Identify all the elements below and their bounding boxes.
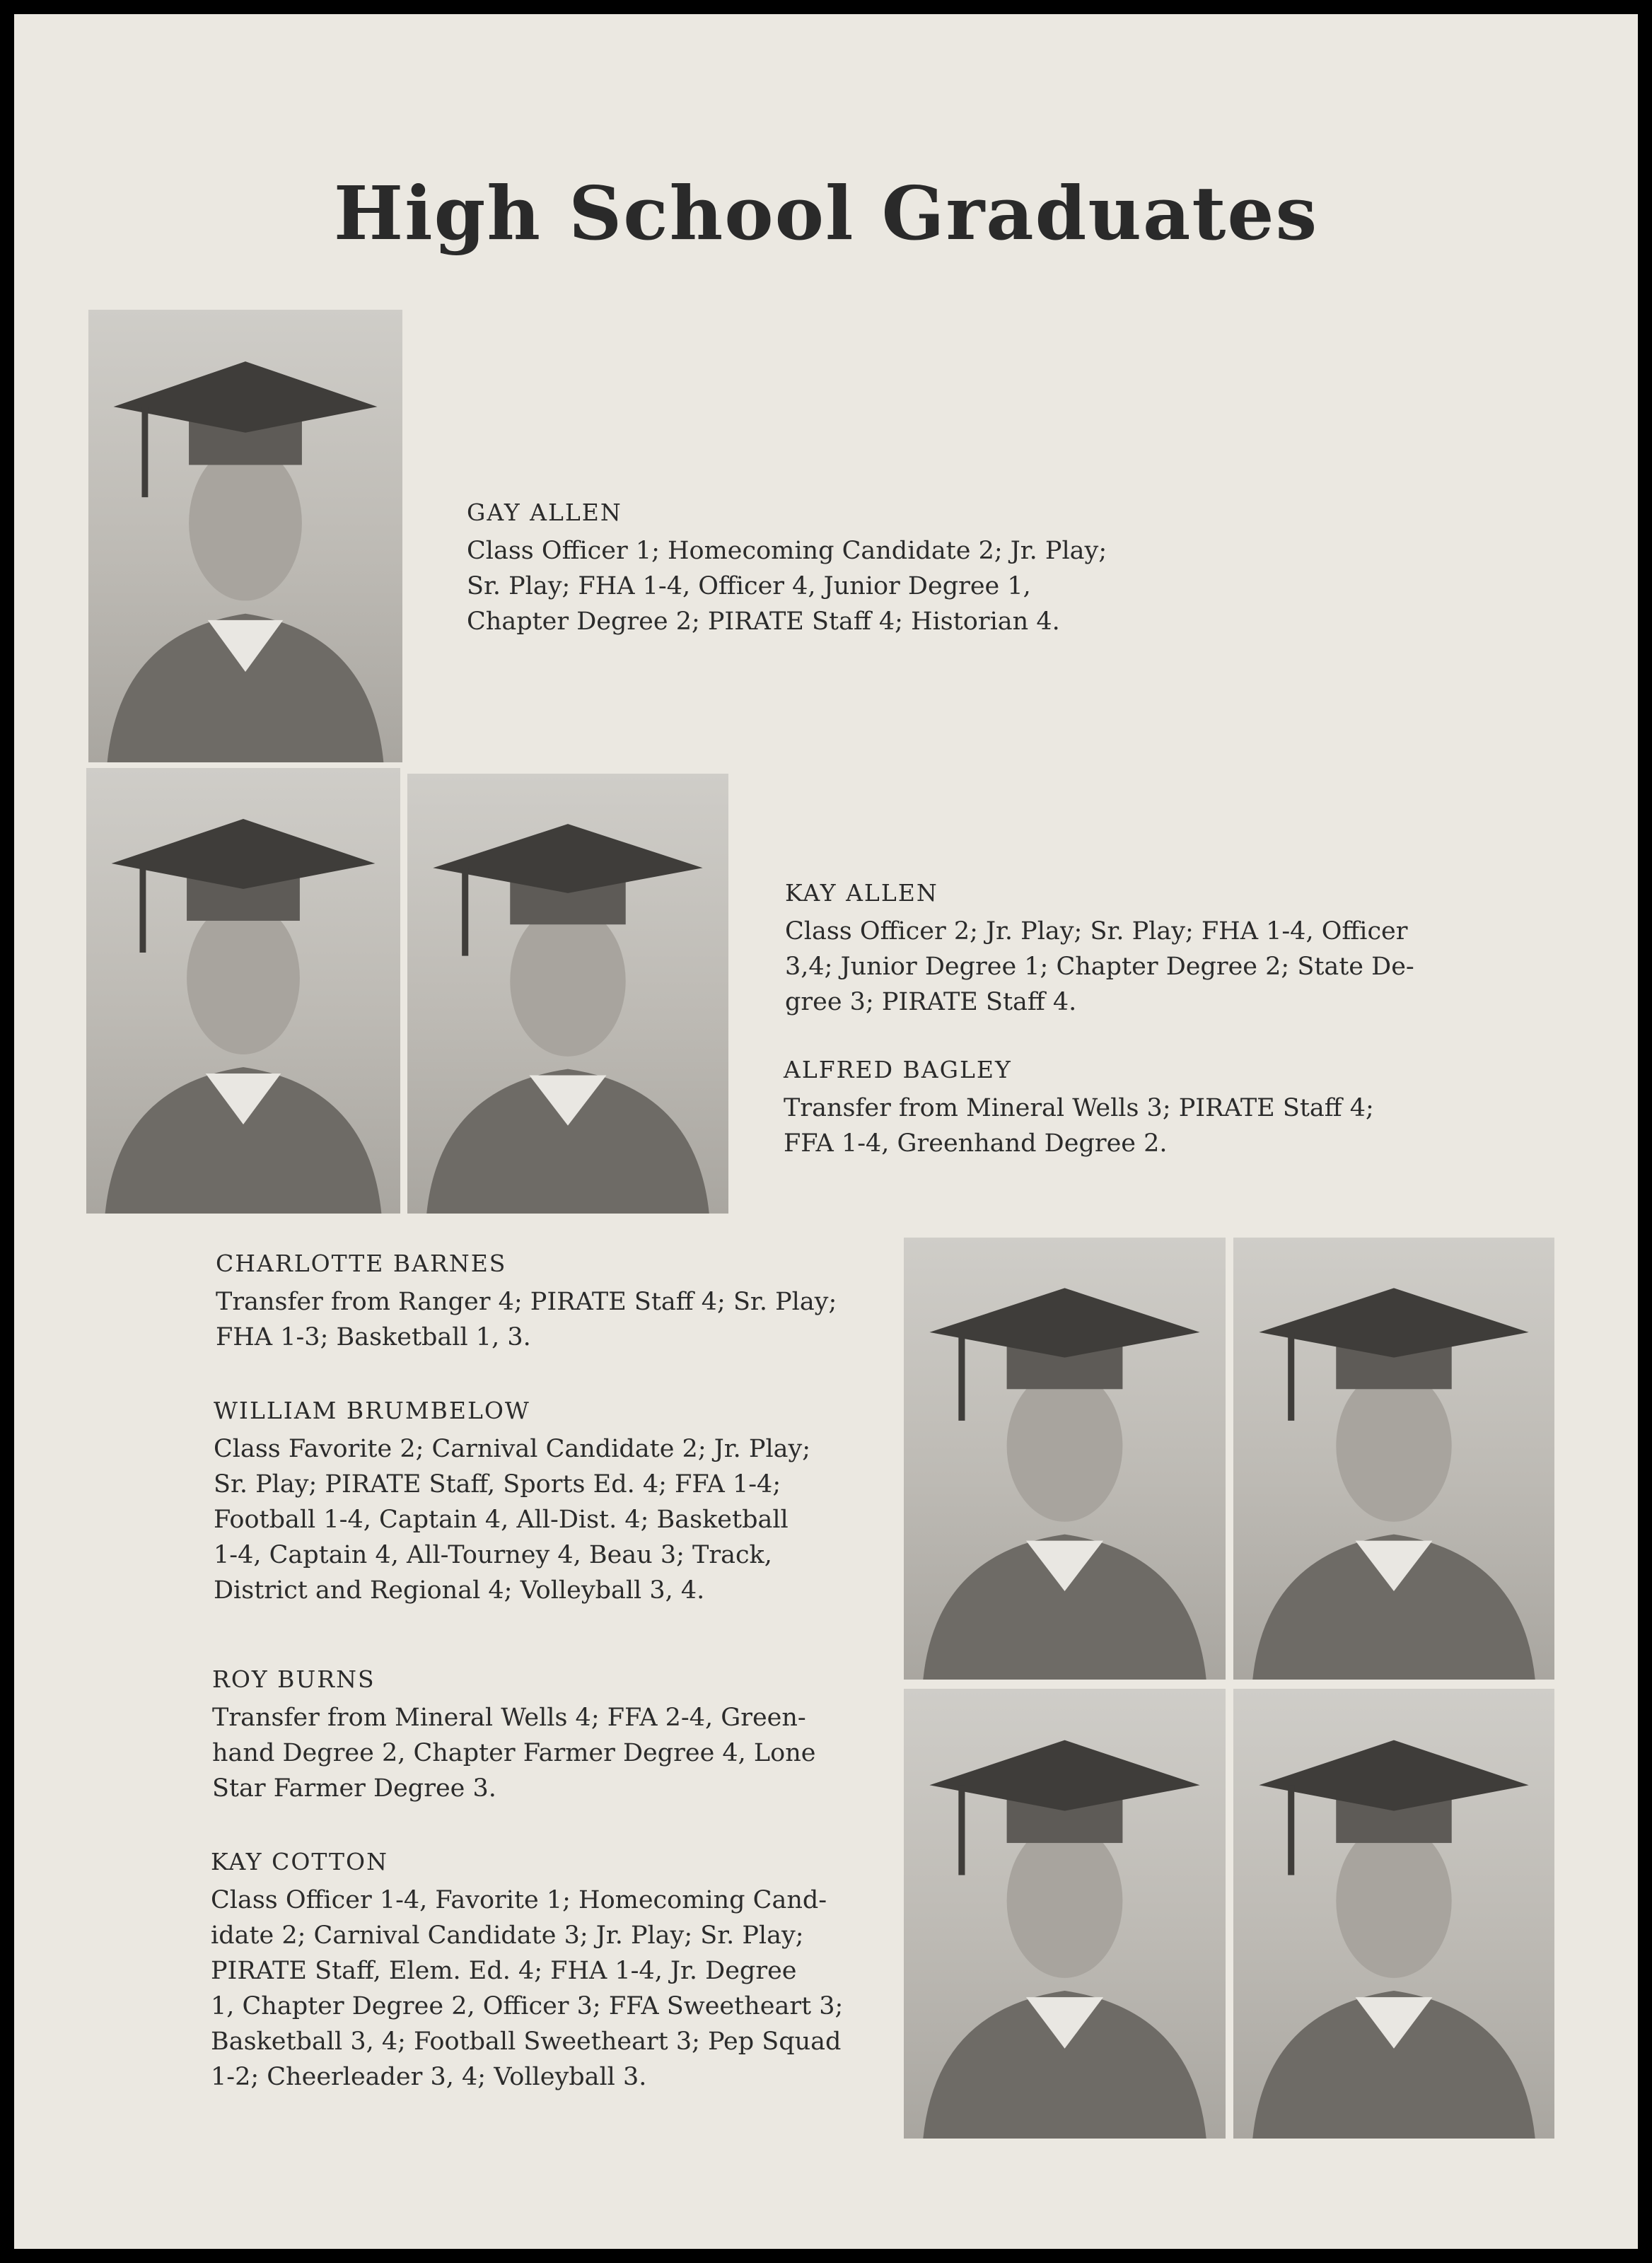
graduate-portrait-icon	[86, 768, 400, 1214]
portrait-william-brumbelow	[1233, 1238, 1554, 1680]
graduate-name: ALFRED BAGLEY	[784, 1056, 1012, 1083]
portrait-kay-allen	[86, 768, 400, 1214]
graduate-name: GAY ALLEN	[467, 499, 622, 526]
graduate-activities-line: PIRATE Staff, Elem. Ed. 4; FHA 1-4, Jr. Degree	[211, 1957, 797, 1985]
graduate-activities-line: Transfer from Mineral Wells 3; PIRATE Staff 4;	[784, 1094, 1374, 1122]
graduate-activities-line: Football 1-4, Captain 4, All-Dist. 4; Basketball	[214, 1506, 789, 1534]
bio-charlotte-barnes	[216, 1246, 837, 1355]
graduate-activities-line: 1-4, Captain 4, All-Tourney 4, Beau 3; Track,	[214, 1541, 772, 1569]
graduate-name: ROY BURNS	[212, 1665, 376, 1693]
graduate-portrait-icon	[88, 310, 402, 762]
graduate-activities-line: Class Officer 1; Homecoming Candidate 2; Jr. Play;	[467, 537, 1107, 565]
bio-william-brumbelow	[214, 1393, 810, 1608]
portrait-alfred-bagley	[407, 774, 728, 1214]
graduate-activities-line: hand Degree 2, Chapter Farmer Degree 4, Lone	[212, 1739, 816, 1767]
graduate-portrait-icon	[904, 1689, 1226, 2139]
bio-gay-allen	[467, 495, 1107, 639]
graduate-activities-line: Star Farmer Degree 3.	[212, 1774, 496, 1803]
graduate-activities-line: Class Officer 2; Jr. Play; Sr. Play; FHA 1-4, Officer	[785, 917, 1408, 946]
graduate-portrait-icon	[1233, 1238, 1554, 1680]
graduate-activities-line: District and Regional 4; Volleyball 3, 4.	[214, 1576, 705, 1605]
bio-alfred-bagley	[784, 1052, 1374, 1161]
page-title: High School Graduates	[333, 170, 1319, 257]
graduate-activities-line: gree 3; PIRATE Staff 4.	[785, 988, 1077, 1016]
graduate-activities-line: 1-2; Cheerleader 3, 4; Volleyball 3.	[211, 2063, 647, 2091]
graduate-activities-line: Class Favorite 2; Carnival Candidate 2; Jr. Play;	[214, 1435, 811, 1463]
graduate-name: KAY COTTON	[211, 1848, 388, 1875]
graduate-name: WILLIAM BRUMBELOW	[214, 1397, 530, 1424]
graduate-activities-line: Transfer from Mineral Wells 4; FFA 2-4, Green-	[212, 1704, 806, 1732]
graduate-portrait-icon	[904, 1238, 1226, 1680]
graduate-name: CHARLOTTE BARNES	[216, 1250, 507, 1277]
graduate-portrait-icon	[1233, 1689, 1554, 2139]
bio-kay-cotton	[211, 1844, 843, 2095]
graduate-portrait-icon	[407, 774, 728, 1214]
graduate-activities-line: Class Officer 1-4, Favorite 1; Homecoming Cand-	[211, 1886, 827, 1914]
graduate-activities-line: idate 2; Carnival Candidate 3; Jr. Play; Sr. Play;	[211, 1921, 804, 1950]
portrait-charlotte-barnes	[904, 1238, 1226, 1680]
graduate-activities-line: 3,4; Junior Degree 1; Chapter Degree 2; State De-	[785, 953, 1414, 981]
yearbook-page	[14, 14, 1638, 2249]
graduate-activities-line: Sr. Play; FHA 1-4, Officer 4, Junior Degree 1,	[467, 572, 1031, 600]
graduate-activities-line: Sr. Play; PIRATE Staff, Sports Ed. 4; FFA 1-4;	[214, 1470, 781, 1499]
graduate-activities-line: Basketball 3, 4; Football Sweetheart 3; Pep Squad	[211, 2028, 842, 2056]
graduate-activities-line: Transfer from Ranger 4; PIRATE Staff 4; Sr. Play;	[216, 1288, 837, 1316]
portrait-kay-cotton	[1233, 1689, 1554, 2139]
graduate-activities-line: FFA 1-4, Greenhand Degree 2.	[784, 1129, 1168, 1158]
graduate-activities-line: Chapter Degree 2; PIRATE Staff 4; Historian 4.	[467, 607, 1060, 636]
graduate-name: KAY ALLEN	[785, 879, 938, 907]
portrait-roy-burns	[904, 1689, 1226, 2139]
bio-kay-allen	[785, 875, 1414, 1020]
graduate-activities-line: FHA 1-3; Basketball 1, 3.	[216, 1323, 531, 1351]
bio-roy-burns	[212, 1662, 816, 1806]
graduate-activities-line: 1, Chapter Degree 2, Officer 3; FFA Sweetheart 3;	[211, 1992, 844, 2020]
portrait-gay-allen	[88, 310, 402, 762]
